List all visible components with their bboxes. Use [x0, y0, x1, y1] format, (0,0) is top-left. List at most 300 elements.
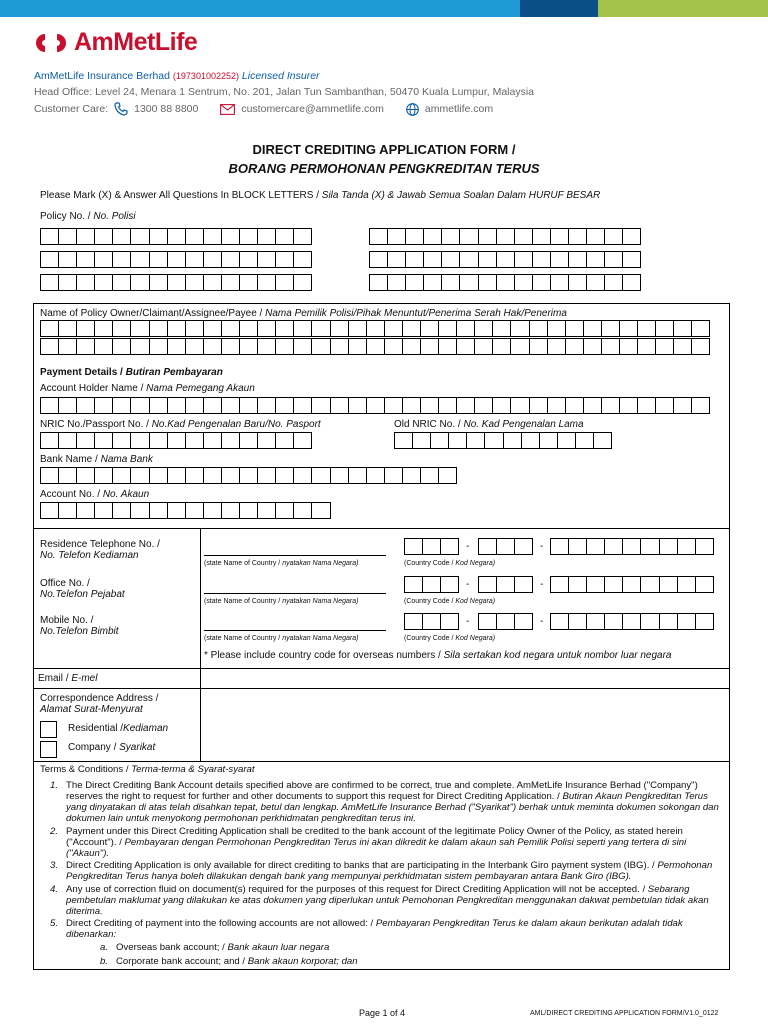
char-box[interactable]	[385, 320, 403, 337]
char-box[interactable]	[312, 467, 330, 484]
char-box[interactable]	[660, 576, 678, 593]
char-box[interactable]	[551, 538, 569, 555]
char-box[interactable]	[605, 576, 623, 593]
char-box[interactable]	[623, 613, 641, 630]
char-box[interactable]	[294, 338, 312, 355]
char-box[interactable]	[497, 251, 515, 268]
char-box[interactable]	[204, 228, 222, 245]
char-box[interactable]	[587, 228, 605, 245]
char-box[interactable]	[548, 397, 566, 414]
char-box[interactable]	[77, 467, 95, 484]
char-box[interactable]	[441, 576, 459, 593]
char-box[interactable]	[168, 397, 186, 414]
char-box[interactable]	[421, 467, 439, 484]
char-box[interactable]	[594, 432, 612, 449]
char-box[interactable]	[424, 228, 442, 245]
char-box[interactable]	[395, 432, 413, 449]
char-box[interactable]	[294, 432, 312, 449]
char-box[interactable]	[168, 502, 186, 519]
char-box[interactable]	[551, 613, 569, 630]
owner-name-grid-2[interactable]	[40, 338, 710, 355]
char-box[interactable]	[349, 320, 367, 337]
char-box[interactable]	[240, 320, 258, 337]
char-box[interactable]	[467, 432, 485, 449]
char-box[interactable]	[605, 251, 623, 268]
char-box[interactable]	[186, 467, 204, 484]
char-box[interactable]	[457, 320, 475, 337]
char-box[interactable]	[457, 338, 475, 355]
char-box[interactable]	[696, 538, 714, 555]
char-box[interactable]	[620, 338, 638, 355]
char-box[interactable]	[204, 274, 222, 291]
char-box[interactable]	[168, 338, 186, 355]
char-box[interactable]	[276, 274, 294, 291]
char-box[interactable]	[441, 613, 459, 630]
char-box[interactable]	[623, 576, 641, 593]
char-box[interactable]	[222, 397, 240, 414]
area-code-grid[interactable]	[478, 538, 533, 555]
char-box[interactable]	[77, 251, 95, 268]
char-box[interactable]	[370, 274, 388, 291]
char-box[interactable]	[150, 397, 168, 414]
char-box[interactable]	[460, 274, 478, 291]
char-box[interactable]	[222, 320, 240, 337]
phone-number[interactable]: 1300 88 8800	[134, 103, 199, 115]
char-box[interactable]	[656, 320, 674, 337]
char-box[interactable]	[548, 320, 566, 337]
country-name-line[interactable]	[204, 555, 386, 556]
char-box[interactable]	[515, 274, 533, 291]
char-box[interactable]	[41, 338, 59, 355]
char-box[interactable]	[331, 467, 349, 484]
char-box[interactable]	[258, 502, 276, 519]
char-box[interactable]	[240, 502, 258, 519]
char-box[interactable]	[479, 251, 497, 268]
char-box[interactable]	[240, 432, 258, 449]
char-box[interactable]	[370, 251, 388, 268]
char-box[interactable]	[439, 320, 457, 337]
char-box[interactable]	[388, 251, 406, 268]
char-box[interactable]	[413, 432, 431, 449]
policy-no-grid-right-3[interactable]	[369, 274, 641, 291]
char-box[interactable]	[41, 467, 59, 484]
char-box[interactable]	[638, 320, 656, 337]
char-box[interactable]	[569, 228, 587, 245]
char-box[interactable]	[204, 251, 222, 268]
char-box[interactable]	[605, 613, 623, 630]
char-box[interactable]	[515, 228, 533, 245]
char-box[interactable]	[186, 228, 204, 245]
char-box[interactable]	[294, 251, 312, 268]
char-box[interactable]	[222, 228, 240, 245]
char-box[interactable]	[95, 432, 113, 449]
char-box[interactable]	[497, 228, 515, 245]
char-box[interactable]	[641, 576, 659, 593]
char-box[interactable]	[605, 538, 623, 555]
char-box[interactable]	[312, 320, 330, 337]
char-box[interactable]	[204, 432, 222, 449]
char-box[interactable]	[385, 467, 403, 484]
char-box[interactable]	[424, 251, 442, 268]
char-box[interactable]	[331, 397, 349, 414]
char-box[interactable]	[294, 274, 312, 291]
char-box[interactable]	[405, 576, 423, 593]
char-box[interactable]	[95, 251, 113, 268]
char-box[interactable]	[59, 397, 77, 414]
char-box[interactable]	[258, 397, 276, 414]
char-box[interactable]	[186, 274, 204, 291]
char-box[interactable]	[587, 538, 605, 555]
char-box[interactable]	[569, 576, 587, 593]
char-box[interactable]	[95, 338, 113, 355]
char-box[interactable]	[696, 576, 714, 593]
char-box[interactable]	[656, 397, 674, 414]
char-box[interactable]	[385, 338, 403, 355]
char-box[interactable]	[168, 251, 186, 268]
phone-number-grid[interactable]	[550, 538, 714, 555]
email-link[interactable]: customercare@ammetlife.com	[241, 103, 384, 115]
char-box[interactable]	[692, 338, 710, 355]
owner-name-grid-1[interactable]	[40, 320, 710, 337]
char-box[interactable]	[294, 397, 312, 414]
char-box[interactable]	[131, 228, 149, 245]
char-box[interactable]	[186, 397, 204, 414]
char-box[interactable]	[602, 320, 620, 337]
account-holder-grid[interactable]	[40, 397, 710, 414]
char-box[interactable]	[493, 338, 511, 355]
char-box[interactable]	[77, 502, 95, 519]
char-box[interactable]	[113, 467, 131, 484]
policy-no-grid-right-2[interactable]	[369, 251, 641, 268]
char-box[interactable]	[258, 338, 276, 355]
char-box[interactable]	[504, 432, 522, 449]
policy-no-grid-left-2[interactable]	[40, 251, 312, 268]
char-box[interactable]	[113, 320, 131, 337]
char-box[interactable]	[533, 251, 551, 268]
char-box[interactable]	[204, 320, 222, 337]
char-box[interactable]	[551, 228, 569, 245]
char-box[interactable]	[204, 397, 222, 414]
char-box[interactable]	[276, 502, 294, 519]
char-box[interactable]	[294, 320, 312, 337]
char-box[interactable]	[620, 320, 638, 337]
char-box[interactable]	[558, 432, 576, 449]
char-box[interactable]	[641, 613, 659, 630]
char-box[interactable]	[403, 338, 421, 355]
char-box[interactable]	[186, 338, 204, 355]
char-box[interactable]	[423, 576, 441, 593]
char-box[interactable]	[493, 397, 511, 414]
char-box[interactable]	[168, 228, 186, 245]
char-box[interactable]	[41, 228, 59, 245]
phone-number-grid[interactable]	[550, 576, 714, 593]
char-box[interactable]	[41, 397, 59, 414]
char-box[interactable]	[515, 251, 533, 268]
char-box[interactable]	[168, 274, 186, 291]
policy-no-grid-right-1[interactable]	[369, 228, 641, 245]
char-box[interactable]	[569, 538, 587, 555]
char-box[interactable]	[258, 320, 276, 337]
char-box[interactable]	[421, 320, 439, 337]
char-box[interactable]	[349, 397, 367, 414]
char-box[interactable]	[678, 576, 696, 593]
char-box[interactable]	[678, 613, 696, 630]
char-box[interactable]	[240, 274, 258, 291]
char-box[interactable]	[222, 432, 240, 449]
char-box[interactable]	[674, 338, 692, 355]
char-box[interactable]	[439, 467, 457, 484]
char-box[interactable]	[439, 338, 457, 355]
char-box[interactable]	[150, 467, 168, 484]
char-box[interactable]	[569, 251, 587, 268]
char-box[interactable]	[150, 251, 168, 268]
old-nric-grid[interactable]	[394, 432, 612, 449]
char-box[interactable]	[441, 538, 459, 555]
char-box[interactable]	[131, 502, 149, 519]
char-box[interactable]	[113, 502, 131, 519]
area-code-grid[interactable]	[478, 613, 533, 630]
char-box[interactable]	[497, 538, 515, 555]
char-box[interactable]	[423, 613, 441, 630]
char-box[interactable]	[258, 467, 276, 484]
char-box[interactable]	[569, 274, 587, 291]
char-box[interactable]	[479, 576, 497, 593]
char-box[interactable]	[150, 338, 168, 355]
company-checkbox[interactable]	[40, 741, 57, 758]
char-box[interactable]	[497, 274, 515, 291]
char-box[interactable]	[388, 274, 406, 291]
char-box[interactable]	[204, 502, 222, 519]
char-box[interactable]	[294, 467, 312, 484]
char-box[interactable]	[457, 397, 475, 414]
char-box[interactable]	[95, 320, 113, 337]
char-box[interactable]	[421, 397, 439, 414]
char-box[interactable]	[150, 274, 168, 291]
char-box[interactable]	[77, 320, 95, 337]
char-box[interactable]	[312, 502, 330, 519]
char-box[interactable]	[276, 467, 294, 484]
char-box[interactable]	[77, 432, 95, 449]
char-box[interactable]	[566, 320, 584, 337]
char-box[interactable]	[620, 397, 638, 414]
char-box[interactable]	[113, 397, 131, 414]
char-box[interactable]	[479, 538, 497, 555]
char-box[interactable]	[551, 274, 569, 291]
char-box[interactable]	[367, 397, 385, 414]
char-box[interactable]	[59, 320, 77, 337]
char-box[interactable]	[551, 251, 569, 268]
char-box[interactable]	[370, 228, 388, 245]
char-box[interactable]	[406, 251, 424, 268]
char-box[interactable]	[530, 338, 548, 355]
char-box[interactable]	[367, 467, 385, 484]
char-box[interactable]	[587, 576, 605, 593]
char-box[interactable]	[312, 338, 330, 355]
char-box[interactable]	[424, 274, 442, 291]
char-box[interactable]	[222, 338, 240, 355]
policy-no-grid-left-3[interactable]	[40, 274, 312, 291]
char-box[interactable]	[113, 338, 131, 355]
char-box[interactable]	[692, 397, 710, 414]
char-box[interactable]	[406, 228, 424, 245]
char-box[interactable]	[587, 613, 605, 630]
char-box[interactable]	[258, 432, 276, 449]
char-box[interactable]	[113, 274, 131, 291]
char-box[interactable]	[240, 251, 258, 268]
char-box[interactable]	[131, 467, 149, 484]
char-box[interactable]	[113, 251, 131, 268]
char-box[interactable]	[258, 251, 276, 268]
char-box[interactable]	[349, 338, 367, 355]
char-box[interactable]	[479, 613, 497, 630]
char-box[interactable]	[59, 467, 77, 484]
char-box[interactable]	[605, 228, 623, 245]
char-box[interactable]	[674, 320, 692, 337]
char-box[interactable]	[439, 397, 457, 414]
char-box[interactable]	[388, 228, 406, 245]
char-box[interactable]	[587, 274, 605, 291]
char-box[interactable]	[674, 397, 692, 414]
char-box[interactable]	[331, 338, 349, 355]
char-box[interactable]	[186, 432, 204, 449]
char-box[interactable]	[240, 338, 258, 355]
country-name-line[interactable]	[204, 593, 386, 594]
char-box[interactable]	[696, 613, 714, 630]
char-box[interactable]	[460, 251, 478, 268]
char-box[interactable]	[497, 576, 515, 593]
char-box[interactable]	[540, 432, 558, 449]
char-box[interactable]	[41, 251, 59, 268]
char-box[interactable]	[485, 432, 503, 449]
char-box[interactable]	[530, 397, 548, 414]
char-box[interactable]	[131, 274, 149, 291]
char-box[interactable]	[95, 397, 113, 414]
char-box[interactable]	[77, 338, 95, 355]
bank-name-grid[interactable]	[40, 467, 457, 484]
char-box[interactable]	[258, 274, 276, 291]
char-box[interactable]	[168, 432, 186, 449]
char-box[interactable]	[349, 467, 367, 484]
char-box[interactable]	[168, 467, 186, 484]
char-box[interactable]	[77, 397, 95, 414]
char-box[interactable]	[423, 538, 441, 555]
char-box[interactable]	[623, 251, 641, 268]
char-box[interactable]	[95, 502, 113, 519]
char-box[interactable]	[385, 397, 403, 414]
char-box[interactable]	[276, 320, 294, 337]
char-box[interactable]	[493, 320, 511, 337]
char-box[interactable]	[641, 538, 659, 555]
char-box[interactable]	[638, 338, 656, 355]
char-box[interactable]	[294, 502, 312, 519]
char-box[interactable]	[150, 320, 168, 337]
char-box[interactable]	[566, 338, 584, 355]
char-box[interactable]	[59, 228, 77, 245]
char-box[interactable]	[511, 320, 529, 337]
char-box[interactable]	[59, 432, 77, 449]
char-box[interactable]	[623, 538, 641, 555]
char-box[interactable]	[331, 320, 349, 337]
char-box[interactable]	[479, 274, 497, 291]
char-box[interactable]	[240, 467, 258, 484]
char-box[interactable]	[240, 228, 258, 245]
char-box[interactable]	[367, 320, 385, 337]
char-box[interactable]	[602, 397, 620, 414]
char-box[interactable]	[515, 576, 533, 593]
char-box[interactable]	[449, 432, 467, 449]
char-box[interactable]	[294, 228, 312, 245]
char-box[interactable]	[168, 320, 186, 337]
char-box[interactable]	[276, 228, 294, 245]
char-box[interactable]	[367, 338, 385, 355]
char-box[interactable]	[548, 338, 566, 355]
char-box[interactable]	[511, 338, 529, 355]
char-box[interactable]	[222, 502, 240, 519]
char-box[interactable]	[41, 502, 59, 519]
country-name-line[interactable]	[204, 630, 386, 631]
char-box[interactable]	[131, 320, 149, 337]
char-box[interactable]	[276, 397, 294, 414]
char-box[interactable]	[584, 338, 602, 355]
char-box[interactable]	[660, 538, 678, 555]
char-box[interactable]	[222, 274, 240, 291]
website-link[interactable]: ammetlife.com	[424, 103, 494, 115]
char-box[interactable]	[551, 576, 569, 593]
char-box[interactable]	[602, 338, 620, 355]
char-box[interactable]	[475, 320, 493, 337]
char-box[interactable]	[276, 251, 294, 268]
char-box[interactable]	[150, 228, 168, 245]
char-box[interactable]	[530, 320, 548, 337]
char-box[interactable]	[77, 228, 95, 245]
char-box[interactable]	[522, 432, 540, 449]
char-box[interactable]	[131, 251, 149, 268]
char-box[interactable]	[41, 432, 59, 449]
char-box[interactable]	[95, 467, 113, 484]
country-code-grid[interactable]	[404, 613, 459, 630]
char-box[interactable]	[692, 320, 710, 337]
char-box[interactable]	[222, 467, 240, 484]
char-box[interactable]	[113, 228, 131, 245]
char-box[interactable]	[312, 397, 330, 414]
char-box[interactable]	[258, 228, 276, 245]
char-box[interactable]	[475, 338, 493, 355]
char-box[interactable]	[638, 397, 656, 414]
char-box[interactable]	[150, 502, 168, 519]
char-box[interactable]	[59, 251, 77, 268]
char-box[interactable]	[569, 613, 587, 630]
area-code-grid[interactable]	[478, 576, 533, 593]
nric-grid[interactable]	[40, 432, 312, 449]
char-box[interactable]	[403, 397, 421, 414]
char-box[interactable]	[41, 320, 59, 337]
char-box[interactable]	[660, 613, 678, 630]
char-box[interactable]	[95, 274, 113, 291]
char-box[interactable]	[131, 338, 149, 355]
char-box[interactable]	[276, 432, 294, 449]
phone-number-grid[interactable]	[550, 613, 714, 630]
country-code-grid[interactable]	[404, 576, 459, 593]
char-box[interactable]	[515, 613, 533, 630]
char-box[interactable]	[240, 397, 258, 414]
residential-checkbox[interactable]	[40, 721, 57, 738]
char-box[interactable]	[497, 613, 515, 630]
char-box[interactable]	[59, 502, 77, 519]
char-box[interactable]	[533, 274, 551, 291]
char-box[interactable]	[678, 538, 696, 555]
char-box[interactable]	[186, 502, 204, 519]
char-box[interactable]	[475, 397, 493, 414]
